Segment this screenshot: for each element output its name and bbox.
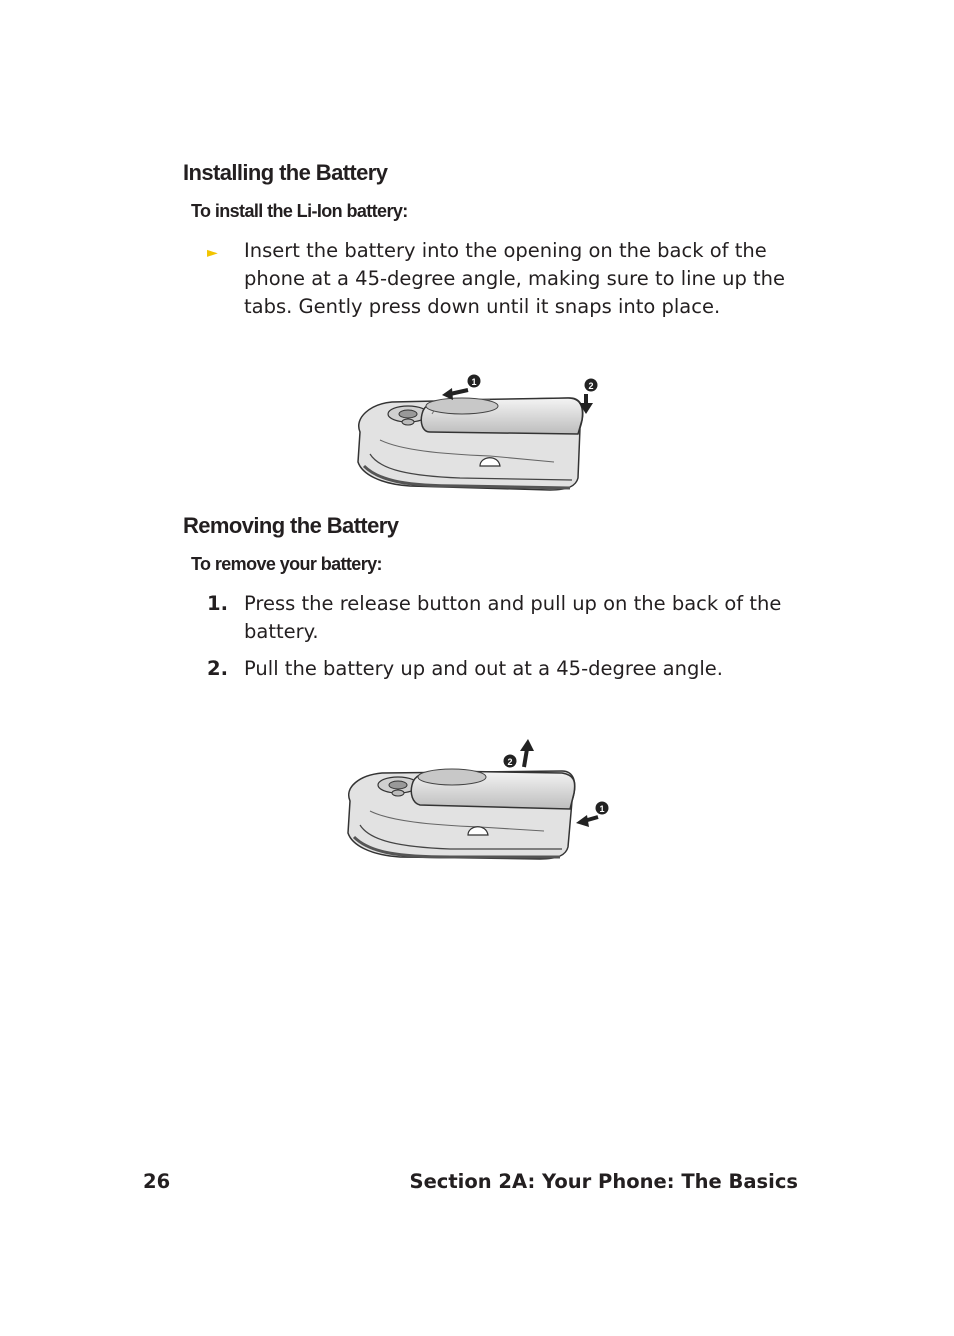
remove-step-item <box>207 590 797 646</box>
install-step-text: Insert the battery into the opening on the back of the phone at a 45-degree angle, making sure to line up the tabs. Gently press down until it snaps into place. <box>244 239 786 318</box>
svg-text:2: 2 <box>507 757 513 767</box>
svg-text:1: 1 <box>471 377 477 387</box>
heading-removing-battery: Removing the Battery <box>183 513 399 538</box>
svg-text:1: 1 <box>599 804 605 814</box>
remove-step-text: Pull the battery up and out at a 45-degree angle. <box>244 657 723 680</box>
footer-section-title: Section 2A: Your Phone: The Basics <box>409 1170 798 1193</box>
remove-battery-illustration <box>340 735 620 870</box>
svg-text:2: 2 <box>588 381 594 391</box>
bullet-arrow-icon: ► <box>207 245 218 261</box>
install-step-item <box>207 237 797 321</box>
subheading-remove-instructions: To remove your battery: <box>191 554 382 574</box>
heading-installing-battery: Installing the Battery <box>183 160 388 185</box>
install-battery-illustration <box>350 370 610 495</box>
remove-step-text: Press the release button and pull up on the back of the battery. <box>244 592 782 643</box>
remove-step-item <box>207 655 797 683</box>
subheading-install-instructions: To install the Li-Ion battery: <box>191 201 408 221</box>
step-number: 1. <box>207 592 228 615</box>
step-number: 2. <box>207 657 228 680</box>
page-number: 26 <box>143 1170 171 1193</box>
